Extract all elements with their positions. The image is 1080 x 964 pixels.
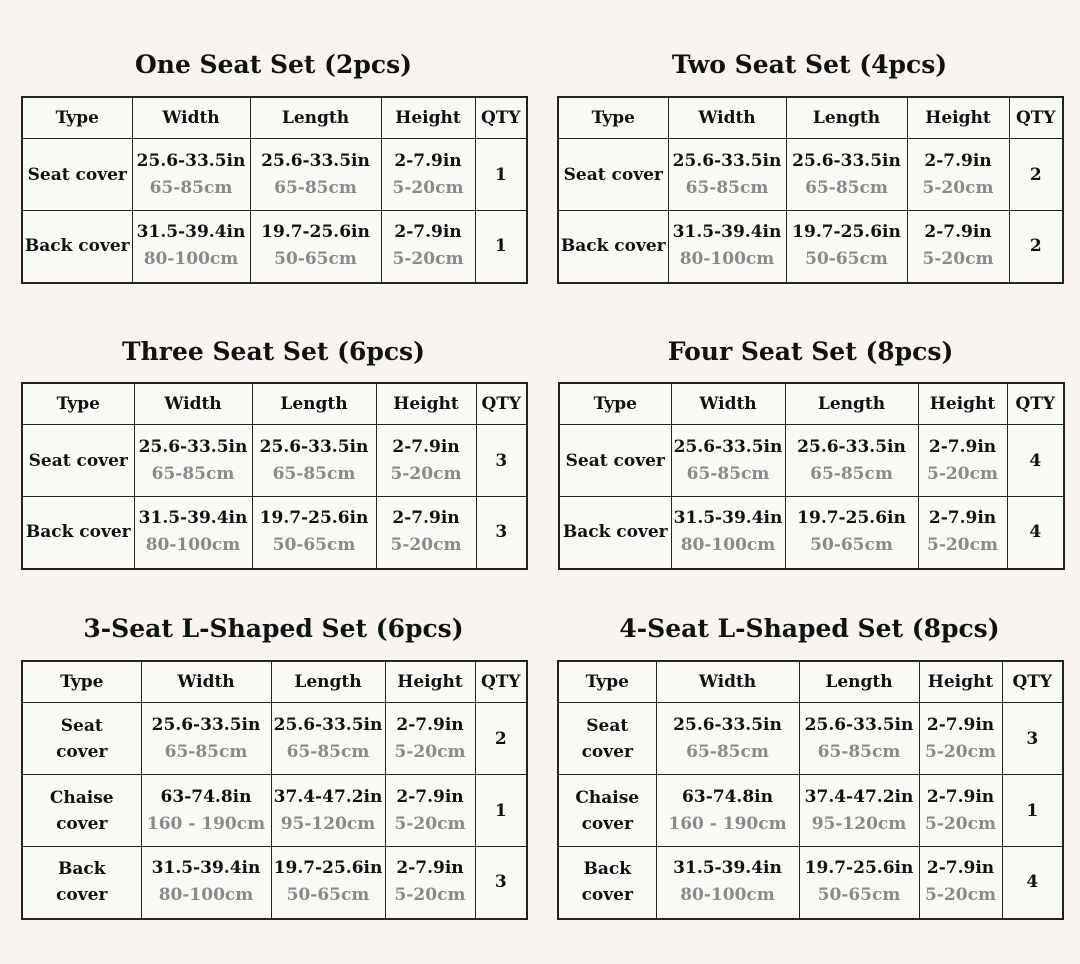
height-cell: [918, 497, 1007, 569]
length-centimeters: 50-65cm: [817, 885, 901, 906]
length-centimeters: 95-120cm: [280, 813, 376, 834]
column-header-width: Width: [668, 97, 786, 139]
column-header-length: Length: [252, 383, 376, 425]
width-centimeters: 80-100cm: [679, 249, 775, 270]
column-header-qty: QTY: [476, 383, 527, 425]
table-row: [22, 425, 527, 497]
height-centimeters: 5-20cm: [922, 177, 994, 198]
table-row: [22, 847, 527, 919]
table-row: [558, 703, 1063, 775]
length-cell: [785, 425, 918, 497]
height-cell: [381, 139, 475, 211]
width-centimeters: 65-85cm: [149, 177, 233, 198]
set-title: One Seat Set (2pcs): [134, 50, 412, 79]
height-inches: 2-7.9in: [926, 786, 995, 807]
qty-cell: 2: [1009, 139, 1063, 211]
qty-cell: 3: [475, 847, 527, 919]
width-centimeters: 65-85cm: [686, 741, 769, 762]
width-cell: [132, 139, 250, 211]
set-title: Four Seat Set (8pcs): [667, 337, 954, 366]
width-cell: [668, 211, 786, 283]
height-centimeters: 5-20cm: [392, 177, 464, 198]
header-row: [22, 97, 527, 139]
width-cell: [141, 775, 271, 847]
length-inches: 25.6-33.5in: [261, 150, 370, 171]
length-inches: 25.6-33.5in: [804, 714, 914, 735]
width-inches: 31.5-39.4in: [673, 508, 783, 529]
width-inches: 31.5-39.4in: [136, 222, 246, 243]
length-cell: [252, 497, 376, 569]
height-inches: 2-7.9in: [926, 714, 995, 735]
column-header-length: Length: [785, 383, 918, 425]
width-centimeters: 65-85cm: [685, 177, 769, 198]
table-row: [558, 211, 1063, 283]
column-header-width: Width: [141, 661, 271, 703]
length-cell: [799, 703, 919, 775]
column-header-length: Length: [786, 97, 907, 139]
column-header-height: Height: [381, 97, 475, 139]
size-table: [557, 660, 1064, 920]
height-cell: [385, 775, 475, 847]
height-centimeters: 5-20cm: [927, 535, 998, 556]
width-inches: 31.5-39.4in: [151, 858, 261, 879]
width-cell: [141, 703, 271, 775]
length-cell: [271, 703, 385, 775]
length-cell: [252, 425, 376, 497]
length-centimeters: 50-65cm: [272, 535, 356, 556]
length-inches: 19.7-25.6in: [273, 858, 383, 879]
type-cell: Seat cover: [559, 425, 671, 497]
length-centimeters: 50-65cm: [810, 535, 893, 556]
column-header-height: Height: [907, 97, 1009, 139]
type-cell: Seat cover: [558, 139, 668, 211]
height-cell: [376, 497, 476, 569]
length-centimeters: 65-85cm: [272, 463, 356, 484]
width-centimeters: 80-100cm: [680, 885, 775, 906]
height-centimeters: 5-20cm: [394, 885, 466, 906]
type-cell: Chaise cover: [22, 775, 141, 847]
length-cell: [271, 775, 385, 847]
column-header-width: Width: [134, 383, 252, 425]
type-cell: Chaise cover: [558, 775, 656, 847]
column-header-length: Length: [799, 661, 919, 703]
width-cell: [132, 211, 250, 283]
length-inches: 19.7-25.6in: [792, 222, 901, 243]
length-cell: [786, 211, 907, 283]
type-cell: Seat cover: [558, 703, 656, 775]
type-cell: Back cover: [22, 211, 132, 283]
size-table: [21, 660, 528, 920]
length-cell: [271, 847, 385, 919]
length-cell: [785, 497, 918, 569]
width-centimeters: 80-100cm: [680, 535, 776, 556]
qty-cell: 3: [476, 425, 527, 497]
height-centimeters: 5-20cm: [925, 813, 996, 834]
qty-cell: 3: [1002, 703, 1063, 775]
qty-cell: 4: [1007, 497, 1064, 569]
column-header-width: Width: [671, 383, 785, 425]
column-header-height: Height: [385, 661, 475, 703]
type-cell: Back cover: [22, 497, 134, 569]
width-inches: 63-74.8in: [160, 786, 252, 807]
length-centimeters: 95-120cm: [811, 813, 907, 834]
column-header-length: Length: [250, 97, 381, 139]
table-row: [559, 497, 1064, 569]
width-cell: [656, 847, 799, 919]
size-table: [21, 96, 528, 284]
size-table: [557, 96, 1064, 284]
qty-cell: 3: [476, 497, 527, 569]
width-cell: [134, 425, 252, 497]
width-inches: 25.6-33.5in: [136, 150, 246, 171]
height-cell: [919, 847, 1002, 919]
width-inches: 25.6-33.5in: [672, 150, 782, 171]
width-centimeters: 160 - 190cm: [668, 813, 787, 834]
length-inches: 37.4-47.2in: [273, 786, 383, 807]
table-row: [559, 425, 1064, 497]
column-header-qty: QTY: [475, 97, 527, 139]
height-inches: 2-7.9in: [392, 436, 460, 457]
table-row: [22, 703, 527, 775]
column-header-type: Type: [559, 383, 671, 425]
table-row: [22, 139, 527, 211]
length-inches: 19.7-25.6in: [804, 858, 914, 879]
height-inches: 2-7.9in: [928, 508, 997, 529]
set-title: 3-Seat L-Shaped Set (6pcs): [83, 614, 464, 643]
column-header-height: Height: [918, 383, 1007, 425]
height-centimeters: 5-20cm: [922, 249, 994, 270]
header-row: [22, 383, 527, 425]
qty-cell: 2: [1009, 211, 1063, 283]
length-centimeters: 65-85cm: [286, 741, 370, 762]
qty-cell: 1: [475, 211, 527, 283]
width-inches: 31.5-39.4in: [672, 222, 782, 243]
set-title: Two Seat Set (4pcs): [671, 50, 948, 79]
qty-cell: 1: [1002, 775, 1063, 847]
header-row: [558, 661, 1063, 703]
height-cell: [907, 211, 1009, 283]
width-inches: 25.6-33.5in: [138, 436, 248, 457]
length-centimeters: 65-85cm: [817, 741, 901, 762]
size-table: [21, 382, 528, 570]
column-header-length: Length: [271, 661, 385, 703]
length-centimeters: 65-85cm: [810, 463, 893, 484]
height-inches: 2-7.9in: [396, 858, 464, 879]
height-centimeters: 5-20cm: [390, 535, 462, 556]
header-row: [22, 661, 527, 703]
height-centimeters: 5-20cm: [392, 249, 464, 270]
length-centimeters: 65-85cm: [274, 177, 357, 198]
qty-cell: 4: [1007, 425, 1064, 497]
set-title: 4-Seat L-Shaped Set (8pcs): [619, 614, 1000, 643]
table-row: [22, 775, 527, 847]
width-cell: [671, 425, 785, 497]
width-centimeters: 80-100cm: [158, 885, 254, 906]
qty-cell: 2: [475, 703, 527, 775]
height-inches: 2-7.9in: [926, 858, 995, 879]
column-header-qty: QTY: [1002, 661, 1063, 703]
column-header-type: Type: [22, 661, 141, 703]
height-inches: 2-7.9in: [924, 222, 992, 243]
type-cell: Back cover: [558, 211, 668, 283]
height-cell: [918, 425, 1007, 497]
height-cell: [919, 775, 1002, 847]
table-row: [22, 497, 527, 569]
height-cell: [381, 211, 475, 283]
width-centimeters: 80-100cm: [143, 249, 239, 270]
length-inches: 37.4-47.2in: [804, 786, 914, 807]
height-cell: [907, 139, 1009, 211]
width-centimeters: 65-85cm: [686, 463, 770, 484]
width-centimeters: 65-85cm: [164, 741, 248, 762]
type-cell: Seat cover: [22, 703, 141, 775]
length-inches: 25.6-33.5in: [259, 436, 369, 457]
column-header-height: Height: [376, 383, 476, 425]
column-header-qty: QTY: [475, 661, 527, 703]
length-inches: 25.6-33.5in: [273, 714, 383, 735]
height-inches: 2-7.9in: [396, 714, 464, 735]
height-inches: 2-7.9in: [394, 222, 462, 243]
length-cell: [250, 211, 381, 283]
header-row: [558, 97, 1063, 139]
width-centimeters: 65-85cm: [151, 463, 235, 484]
width-inches: 25.6-33.5in: [673, 436, 783, 457]
height-centimeters: 5-20cm: [394, 741, 466, 762]
column-header-type: Type: [558, 661, 656, 703]
width-inches: 31.5-39.4in: [138, 508, 248, 529]
length-centimeters: 65-85cm: [805, 177, 888, 198]
height-centimeters: 5-20cm: [925, 885, 996, 906]
width-inches: 25.6-33.5in: [151, 714, 261, 735]
height-centimeters: 5-20cm: [925, 741, 996, 762]
height-cell: [376, 425, 476, 497]
qty-cell: 1: [475, 775, 527, 847]
length-centimeters: 50-65cm: [805, 249, 888, 270]
set-title: Three Seat Set (6pcs): [122, 337, 425, 366]
width-inches: 31.5-39.4in: [673, 858, 782, 879]
width-cell: [134, 497, 252, 569]
length-centimeters: 50-65cm: [274, 249, 357, 270]
length-cell: [799, 775, 919, 847]
width-centimeters: 80-100cm: [145, 535, 241, 556]
type-cell: Seat cover: [22, 425, 134, 497]
height-centimeters: 5-20cm: [390, 463, 462, 484]
table-row: [558, 847, 1063, 919]
column-header-type: Type: [22, 97, 132, 139]
height-cell: [385, 703, 475, 775]
height-cell: [919, 703, 1002, 775]
type-cell: Back cover: [558, 847, 656, 919]
qty-cell: 1: [475, 139, 527, 211]
height-centimeters: 5-20cm: [927, 463, 998, 484]
type-cell: Seat cover: [22, 139, 132, 211]
column-header-width: Width: [656, 661, 799, 703]
size-table: [558, 382, 1065, 570]
type-cell: Back cover: [559, 497, 671, 569]
length-cell: [799, 847, 919, 919]
length-inches: 19.7-25.6in: [261, 222, 370, 243]
length-inches: 25.6-33.5in: [797, 436, 906, 457]
width-centimeters: 160 - 190cm: [146, 813, 266, 834]
width-cell: [141, 847, 271, 919]
width-cell: [671, 497, 785, 569]
table-row: [22, 211, 527, 283]
height-inches: 2-7.9in: [396, 786, 464, 807]
height-inches: 2-7.9in: [928, 436, 997, 457]
length-cell: [250, 139, 381, 211]
length-centimeters: 50-65cm: [286, 885, 370, 906]
height-inches: 2-7.9in: [924, 150, 992, 171]
column-header-type: Type: [22, 383, 134, 425]
column-header-qty: QTY: [1007, 383, 1064, 425]
qty-cell: 4: [1002, 847, 1063, 919]
width-inches: 25.6-33.5in: [673, 714, 782, 735]
height-cell: [385, 847, 475, 919]
length-cell: [786, 139, 907, 211]
length-inches: 19.7-25.6in: [259, 508, 369, 529]
column-header-height: Height: [919, 661, 1002, 703]
height-inches: 2-7.9in: [392, 508, 460, 529]
type-cell: Back cover: [22, 847, 141, 919]
header-row: [559, 383, 1064, 425]
width-cell: [656, 775, 799, 847]
column-header-type: Type: [558, 97, 668, 139]
column-header-width: Width: [132, 97, 250, 139]
width-cell: [656, 703, 799, 775]
width-cell: [668, 139, 786, 211]
length-inches: 19.7-25.6in: [797, 508, 906, 529]
height-centimeters: 5-20cm: [394, 813, 466, 834]
height-inches: 2-7.9in: [394, 150, 462, 171]
table-row: [558, 775, 1063, 847]
length-inches: 25.6-33.5in: [792, 150, 901, 171]
column-header-qty: QTY: [1009, 97, 1063, 139]
table-row: [558, 139, 1063, 211]
width-inches: 63-74.8in: [682, 786, 773, 807]
